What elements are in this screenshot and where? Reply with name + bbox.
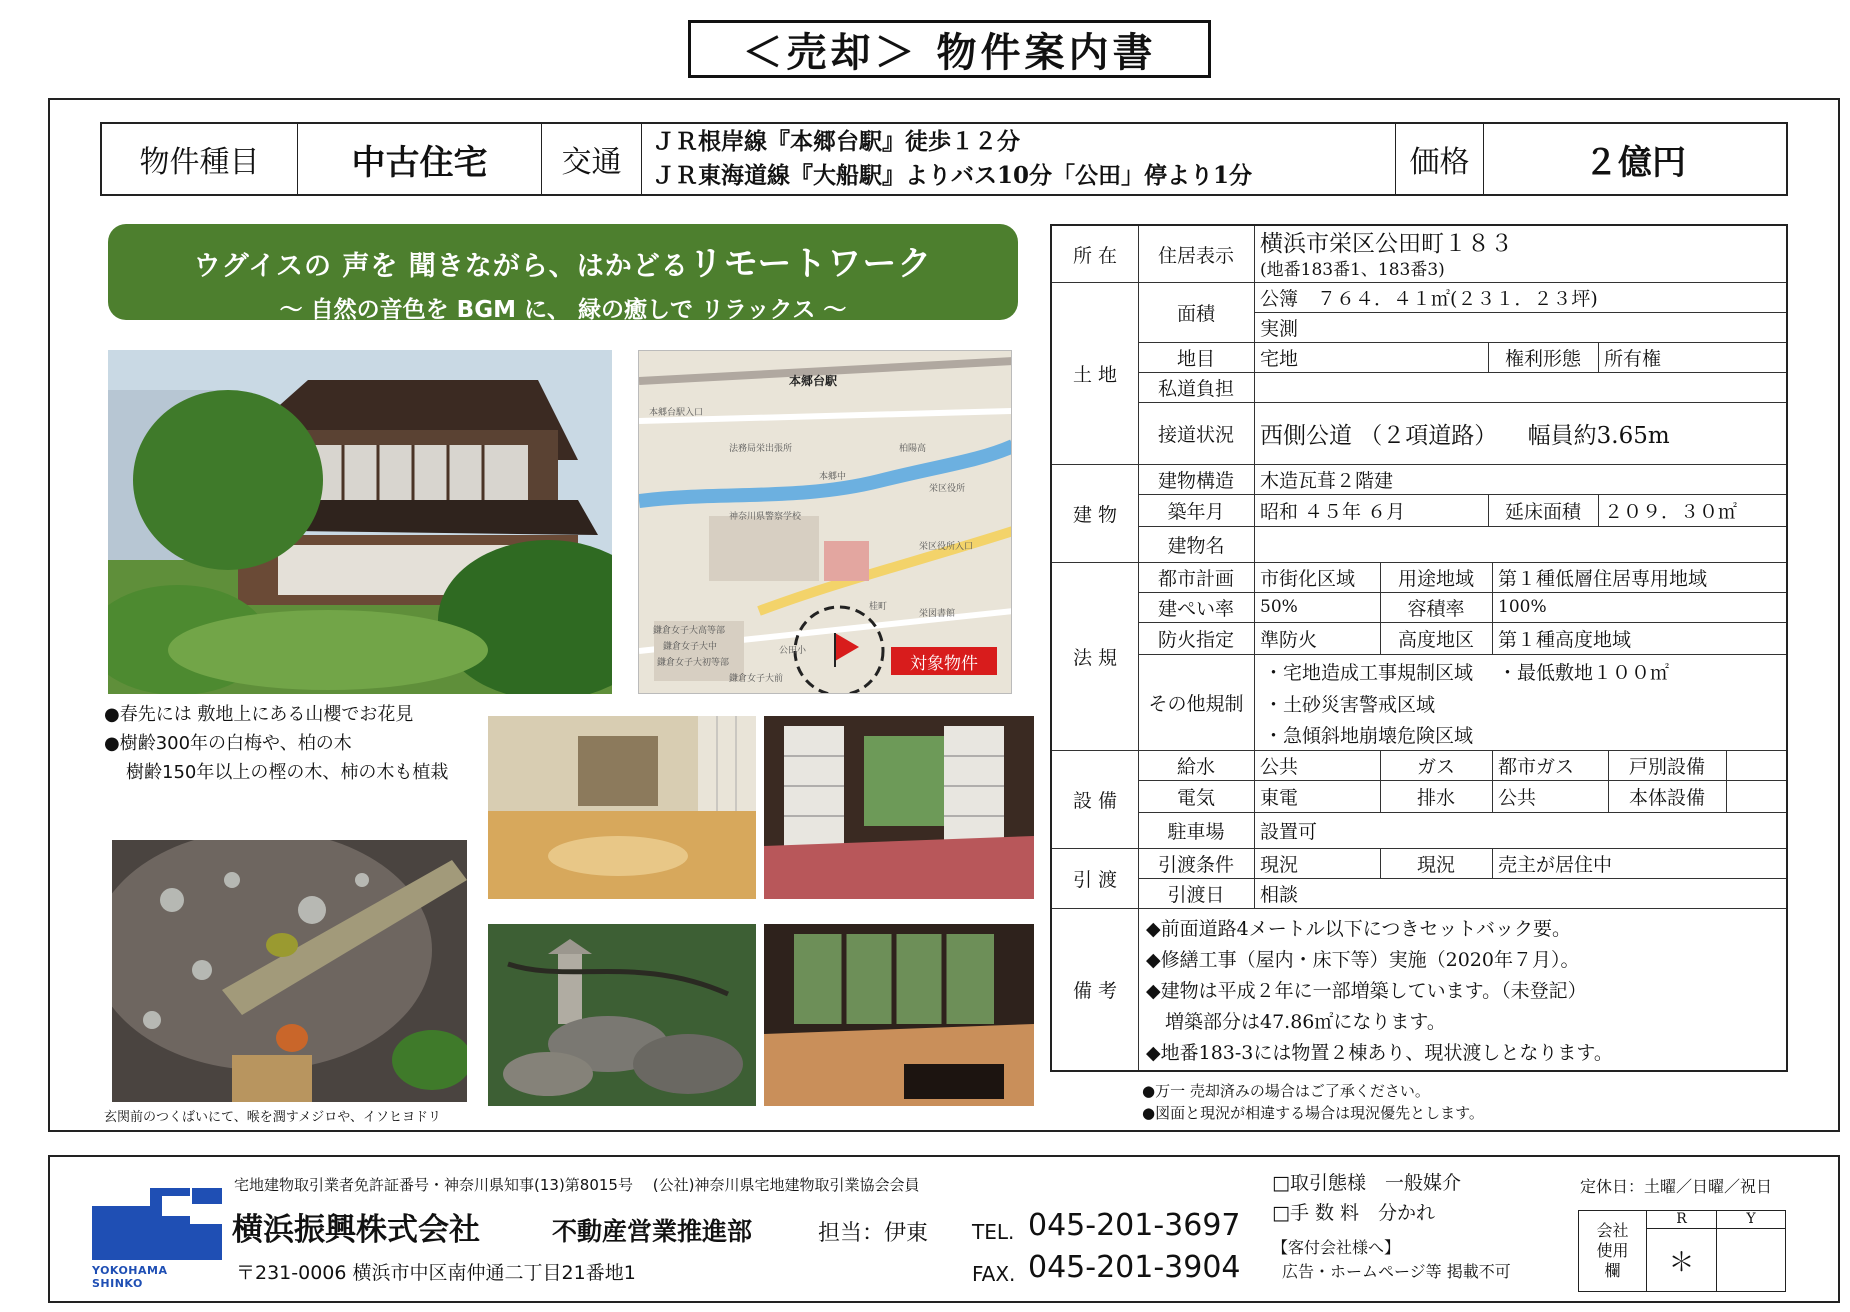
drain-value: 公共 xyxy=(1498,786,1537,809)
group-law: 法 規 xyxy=(1072,646,1118,669)
feature-bullet: 樹齢150年以上の樫の木、柿の木も植栽 xyxy=(126,762,449,783)
map-target-label: 対象物件 xyxy=(891,647,997,675)
other-value: ・急傾斜地崩壊危険区域 xyxy=(1264,724,1474,747)
location-map xyxy=(638,350,1012,694)
feature-bullets xyxy=(104,700,484,787)
cityplan-label: 都市計画 xyxy=(1157,567,1234,590)
department-name: 不動産営業推進部 xyxy=(552,1217,753,1246)
type-label: 物件種目 xyxy=(102,124,298,194)
map-label: 柏陽高 xyxy=(899,444,927,454)
remark-line: ◆修繕工事（屋内・床下等）実施（2020年７月）。 xyxy=(1146,949,1580,971)
divider xyxy=(1598,342,1599,372)
transport-line-2: ＪＲ東海道線『大船駅』よりバス10分「公田」停より1分 xyxy=(652,162,1253,189)
deal-type: □取引態様 一般媒介 xyxy=(1272,1172,1461,1194)
remark-line: ◆建物は平成２年に一部増築しています。（未登記） xyxy=(1146,980,1587,1002)
header-table xyxy=(100,122,1788,196)
transport-line-1: ＪＲ根岸線『本郷台駅』徒歩１２分 xyxy=(652,128,1020,155)
built-value: 昭和 ４５年 ６月 xyxy=(1260,500,1406,523)
map-label: 栄図書館 xyxy=(919,609,956,619)
deal-info xyxy=(1272,1168,1461,1228)
map-label: 本郷台駅入口 xyxy=(649,408,704,418)
map-label: 鎌倉女子大高等部 xyxy=(653,626,726,636)
feature-bullet: ●春先には 敷地上にある山櫻でお花見 xyxy=(104,704,414,725)
gas-value: 都市ガス xyxy=(1498,755,1575,778)
date-label: 引渡日 xyxy=(1167,883,1225,906)
parking-label: 駐車場 xyxy=(1167,820,1225,843)
catchphrase-banner xyxy=(108,224,1018,323)
date-value: 相談 xyxy=(1260,883,1299,906)
private-road-label: 私道負担 xyxy=(1157,377,1234,400)
area-label: 面積 xyxy=(1176,302,1215,325)
floor-value: ２０９．３０㎡ xyxy=(1604,500,1738,523)
height-value: 第１種高度地域 xyxy=(1498,628,1632,651)
bird-photo xyxy=(112,840,467,1102)
agent-note-text: 広告・ホームページ等 掲載不可 xyxy=(1282,1262,1511,1281)
address-sub: (地番183番1、183番3) xyxy=(1260,259,1445,278)
property-detail-table xyxy=(1050,224,1788,1072)
zone-label: 用途地域 xyxy=(1397,567,1474,590)
landuse-value: 宅地 xyxy=(1260,347,1299,370)
remark-line: ◆前面道路4メートル以下につきセットバック要。 xyxy=(1146,918,1571,940)
license-text: 宅地建物取引業者免許証番号・神奈川県知事(13)第8015号 (公社)神奈川県宅地建物取引業協会会員 xyxy=(234,1176,920,1194)
type-value: 中古住宅 xyxy=(298,124,542,194)
status-label: 現況 xyxy=(1416,853,1455,876)
transport-values xyxy=(642,124,1396,194)
other-value: ・土砂災害警戒区域 xyxy=(1264,693,1436,716)
bcr-value: 50% xyxy=(1260,597,1298,617)
gas-label: ガス xyxy=(1416,755,1455,778)
interior-photo-1 xyxy=(488,716,756,899)
map-label: 鎌倉女子大中 xyxy=(663,642,718,652)
rights-label: 権利形態 xyxy=(1504,347,1581,370)
divider xyxy=(1598,494,1599,526)
height-label: 高度地区 xyxy=(1397,628,1474,651)
remark-line: ◆地番183-3には物置２棟あり、現状渡しとなります。 xyxy=(1146,1042,1613,1064)
main-label: 本体設備 xyxy=(1628,786,1705,809)
photo-caption: 玄関前のつくばいにて、喉を潤すメジロや、イソヒヨドリ xyxy=(104,1110,441,1125)
elec-label: 電気 xyxy=(1176,786,1215,809)
company-use-box xyxy=(1578,1210,1786,1292)
group-location: 所 在 xyxy=(1072,244,1118,267)
parking-value: 設置可 xyxy=(1260,820,1318,843)
banner-emphasis: リモートワーク xyxy=(688,244,933,284)
company-logo xyxy=(92,1188,222,1290)
col-r-mark: ＊ xyxy=(1647,1229,1717,1291)
area-value-measured: 実測 xyxy=(1260,317,1299,340)
other-value: ・宅地造成工事規制区域 ・最低敷地１００㎡ xyxy=(1264,661,1670,684)
transport-label: 交通 xyxy=(542,124,642,194)
divider xyxy=(1254,226,1255,908)
map-label: 鎌倉女子大前 xyxy=(729,674,784,684)
bname-label: 建物名 xyxy=(1167,534,1225,557)
fax-label: FAX. xyxy=(972,1262,1016,1286)
divider xyxy=(1492,848,1493,878)
elec-value: 東電 xyxy=(1260,786,1299,809)
banner-line-1 xyxy=(108,224,1018,285)
banner-text: ウグイスの 声を 聞きながら、はかどる xyxy=(193,251,689,282)
fax-number: 045-201-3904 xyxy=(1028,1250,1241,1285)
other-label: その他規制 xyxy=(1148,692,1244,715)
address-label: 住居表示 xyxy=(1157,244,1234,267)
water-value: 公共 xyxy=(1260,755,1299,778)
rights-value: 所有権 xyxy=(1604,347,1662,370)
structure-label: 建物構造 xyxy=(1157,469,1234,492)
divider xyxy=(1726,750,1727,812)
house-exterior-photo xyxy=(108,350,612,694)
unit-label: 戸別設備 xyxy=(1628,755,1705,778)
map-label: 鎌倉女子大初等部 xyxy=(657,658,730,668)
holidays: 定休日：土曜／日曜／祝日 xyxy=(1580,1177,1773,1196)
bcr-label: 建ぺい率 xyxy=(1157,597,1234,620)
note-line: ●図面と現況が相違する場合は現況優先とします。 xyxy=(1142,1104,1484,1122)
divider xyxy=(1052,908,1786,909)
company-use-label: 会社使用欄 xyxy=(1579,1211,1647,1291)
interior-photo-2 xyxy=(764,716,1034,899)
zone-value: 第１種低層住居専用地域 xyxy=(1498,567,1708,590)
map-label: 栄区役所入口 xyxy=(919,542,974,552)
price-label: 価格 xyxy=(1396,124,1484,194)
access-label: 接道状況 xyxy=(1157,423,1234,446)
map-label: 桂町 xyxy=(869,602,888,612)
company-name: 横浜振興株式会社 xyxy=(232,1212,480,1248)
map-label: 栄区役所 xyxy=(929,484,966,494)
disclaimer-notes xyxy=(1142,1080,1792,1124)
drain-label: 排水 xyxy=(1416,786,1455,809)
floor-label: 延床面積 xyxy=(1504,500,1581,523)
banner-line-2: ～ 自然の音色を BGM に、 緑の癒しで リラックス ～ xyxy=(279,297,847,323)
logo-text: YOKOHAMA SHINKO xyxy=(92,1264,168,1290)
agent-note-title: 【客付会社様へ】 xyxy=(1272,1238,1401,1257)
map-label: 公田小 xyxy=(779,646,807,656)
price-value: ２億円 xyxy=(1584,142,1686,183)
interior-photo-3 xyxy=(764,924,1034,1106)
agent-note xyxy=(1272,1236,1511,1284)
col-r-header: R xyxy=(1647,1211,1717,1229)
access-value: 西側公道 （２項道路） 幅員約3.65m xyxy=(1260,422,1670,449)
feature-bullet: ●樹齢300年の白梅や、柏の木 xyxy=(104,733,352,754)
col-y-header: Y xyxy=(1717,1211,1785,1229)
built-label: 築年月 xyxy=(1167,500,1225,523)
water-label: 給水 xyxy=(1176,755,1215,778)
tel-label: TEL. xyxy=(972,1220,1015,1244)
structure-value: 木造瓦葺２階建 xyxy=(1260,469,1394,492)
cond-value: 現況 xyxy=(1260,853,1299,876)
tel-number[interactable]: 045-201-3697 xyxy=(1028,1208,1241,1243)
remark-line: 増築部分は47.86㎡になります。 xyxy=(1146,1011,1446,1033)
page-title: ＜売却＞ 物件案内書 xyxy=(688,20,1211,78)
status-value: 売主が居住中 xyxy=(1498,853,1613,876)
map-station-label: 本郷台駅 xyxy=(789,374,838,388)
address-value: 横浜市栄区公田町１８３ xyxy=(1260,230,1513,254)
area-value-registered: 公簿 ７６４．４１㎡(２３１．２３坪) xyxy=(1260,287,1598,310)
map-label: 法務局栄出張所 xyxy=(729,444,793,454)
cityplan-value: 市街化区域 xyxy=(1260,567,1356,590)
far-label: 容積率 xyxy=(1407,597,1465,620)
fire-label: 防火指定 xyxy=(1157,628,1234,651)
note-line: ●万一 売却済みの場合はご了承ください。 xyxy=(1142,1082,1430,1100)
divider xyxy=(1492,562,1493,654)
group-remarks: 備 考 xyxy=(1072,979,1118,1002)
fire-value: 準防火 xyxy=(1260,628,1318,651)
fee-info: □手 数 料 分かれ xyxy=(1272,1202,1436,1224)
far-value: 100% xyxy=(1498,597,1547,617)
cond-label: 引渡条件 xyxy=(1157,853,1234,876)
map-label: 本郷中 xyxy=(819,472,847,482)
divider xyxy=(1492,750,1493,812)
staff-name: 担当：伊東 xyxy=(818,1221,929,1246)
company-address: 〒231-0006 横浜市中区南仲通二丁目21番地1 xyxy=(236,1262,636,1284)
group-building: 建 物 xyxy=(1072,503,1118,526)
group-land: 土 地 xyxy=(1072,363,1118,386)
map-label: 神奈川県警察学校 xyxy=(729,512,802,522)
landuse-label: 地目 xyxy=(1176,347,1215,370)
group-handover: 引 渡 xyxy=(1072,868,1118,891)
group-facility: 設 備 xyxy=(1072,789,1118,812)
garden-photo xyxy=(488,924,756,1106)
